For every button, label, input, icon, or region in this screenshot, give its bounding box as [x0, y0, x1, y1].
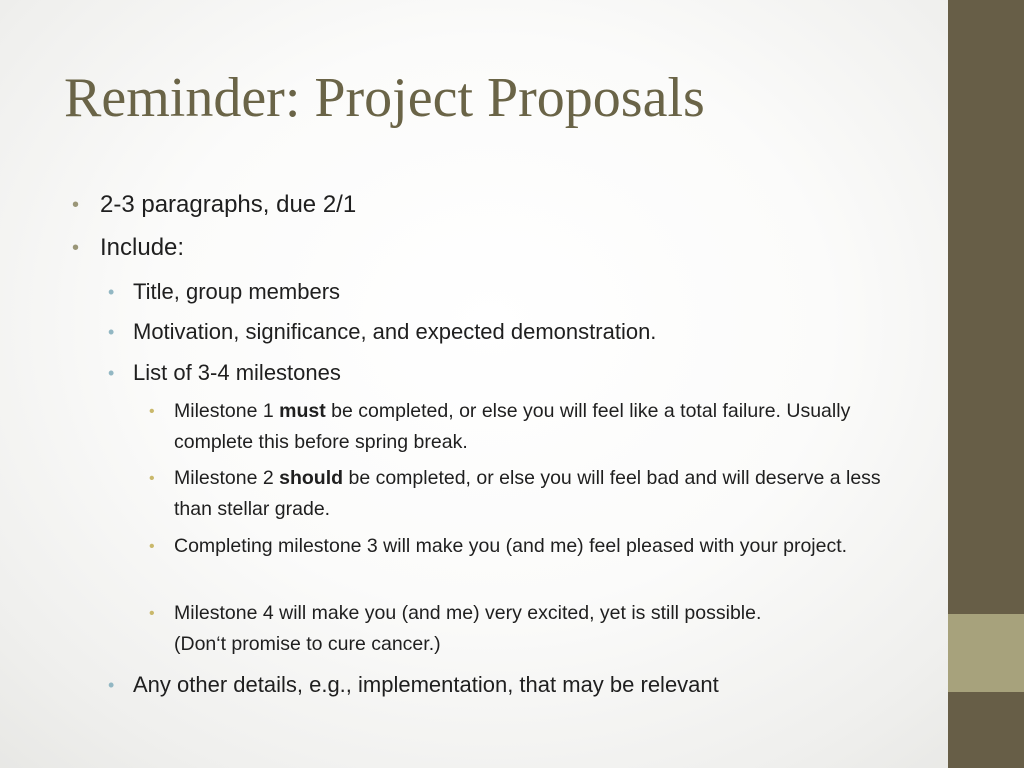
bullet-dot-icon: • — [108, 363, 115, 383]
milestone-text — [174, 396, 889, 458]
slide-title: Reminder: Project Proposals — [64, 67, 705, 129]
milestone-item — [149, 463, 909, 525]
milestone-text-part: Milestone 2 — [174, 467, 280, 489]
bullet-dot-icon: • — [149, 403, 155, 420]
bullet-item — [72, 190, 356, 220]
milestone-text-part: Milestone 1 — [174, 400, 280, 422]
bullet-dot-icon: • — [72, 237, 80, 259]
sub-bullet-item — [108, 318, 656, 346]
bullet-dot-icon: • — [108, 322, 115, 342]
milestone-text-part: be completed, or else you will feel like a total failure. Usually complete this before spring break. — [174, 400, 851, 453]
bullet-dot-icon: • — [108, 282, 115, 302]
sub-bullet-item — [108, 278, 340, 306]
sub-bullet-text: Title, group members — [133, 279, 341, 304]
bullet-dot-icon: • — [108, 675, 115, 695]
milestone-emphasis: should — [279, 467, 344, 489]
bullet-dot-icon: • — [72, 194, 80, 216]
bullet-dot-icon: • — [149, 470, 155, 487]
milestone-line: Milestone 4 will make you (and me) very excited, yet is still possible. — [174, 602, 762, 624]
bullet-text: 2-3 paragraphs, due 2/1 — [100, 191, 357, 218]
side-decorative-band-accent — [948, 614, 1024, 692]
milestone-item — [149, 396, 909, 458]
milestone-text — [174, 598, 889, 660]
milestone-text-part: be completed, or else you will feel bad and will deserve a less than stellar grade. — [174, 467, 881, 520]
sub-bullet-text: Motivation, significance, and expected demonstration. — [133, 319, 657, 344]
bullet-dot-icon: • — [149, 605, 155, 622]
milestone-item — [149, 531, 909, 562]
bullet-text: Include: — [100, 234, 185, 261]
milestone-emphasis: must — [279, 400, 326, 422]
bullet-item — [72, 233, 184, 263]
milestone-text: Completing milestone 3 will make you (and me) feel pleased with your project. — [174, 535, 848, 557]
sub-bullet-item — [108, 359, 341, 387]
milestone-text — [174, 463, 889, 525]
milestone-line: (Don‘t promise to cure cancer.) — [174, 633, 441, 655]
bullet-dot-icon: • — [149, 538, 155, 555]
sub-bullet-item — [108, 671, 719, 699]
sub-bullet-text: Any other details, e.g., implementation, that may be relevant — [133, 672, 719, 697]
sub-bullet-text: List of 3-4 milestones — [133, 360, 341, 385]
milestone-item — [149, 598, 909, 660]
